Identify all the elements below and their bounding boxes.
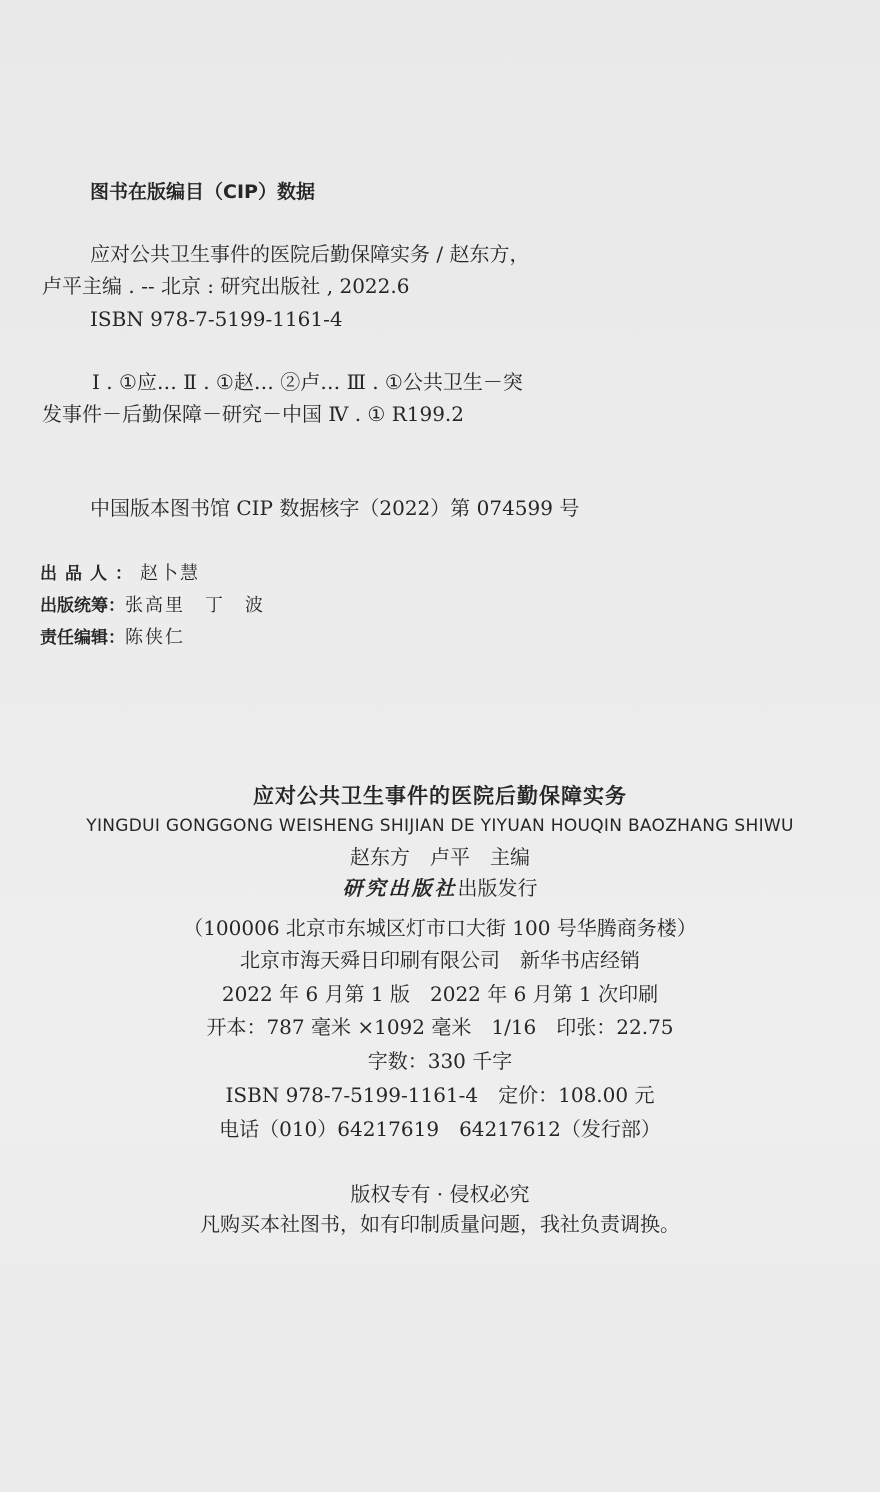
staff-producer — [40, 562, 200, 586]
phone-line: 电话（010）64217619 64217612（发行部） — [219, 1117, 661, 1141]
staff-producer-value: 赵卜慧 — [140, 563, 200, 584]
publisher-suffix: 出版发行 — [457, 876, 538, 900]
book-title-pinyin: YINGDUI GONGGONG WEISHENG SHIJIAN DE YIYUAN HOUQIN BAOZHANG SHIWU — [86, 816, 794, 836]
quality-notice: 凡购买本社图书，如有印制质量问题，我社负责调换。 — [200, 1212, 680, 1236]
edition-line: 2022 年 6 月第 1 版 2022 年 6 月第 1 次印刷 — [221, 982, 659, 1006]
editors-line: 赵东方 卢平 主编 — [350, 845, 530, 869]
staff-coordinator — [40, 594, 265, 618]
cip-isbn: ISBN 978-7-5199-1161-4 — [90, 307, 343, 331]
isbn-price-line: ISBN 978-7-5199-1161-4 定价：108.00 元 — [225, 1083, 655, 1107]
staff-coordinator-label: 出版统筹： — [40, 596, 125, 616]
cip-classification-line-2: 发事件－后勤保障－研究－中国 Ⅳ . ① R199.2 — [42, 402, 465, 426]
staff-editor-value: 陈侠仁 — [125, 627, 185, 648]
wordcount-line: 字数：330 千字 — [367, 1049, 513, 1073]
cip-classification-line-1: Ⅰ . ①应… Ⅱ . ①赵… ②卢… Ⅲ . ①公共卫生－突 — [92, 370, 523, 394]
publisher-name: 研究出版社 — [342, 876, 458, 900]
cip-heading: 图书在版编目（CIP）数据 — [90, 181, 315, 203]
publisher-address: （100006 北京市东城区灯市口大街 100 号华腾商务楼） — [183, 916, 697, 940]
staff-editor-label: 责任编辑： — [40, 628, 125, 648]
book-title: 应对公共卫生事件的医院后勤保障实务 — [253, 784, 627, 808]
cip-entry-line-1: 应对公共卫生事件的医院后勤保障实务 / 赵东方， — [90, 242, 530, 266]
publisher-line — [0, 876, 880, 900]
staff-editor — [40, 626, 185, 650]
rights-line: 版权专有 · 侵权必究 — [350, 1182, 530, 1206]
staff-producer-label: 出品人： — [40, 564, 140, 584]
cip-record-number: 中国版本图书馆 CIP 数据核字（2022）第 074599 号 — [90, 496, 580, 520]
cip-entry-line-2: 卢平主编 . -- 北京 : 研究出版社 , 2022.6 — [42, 274, 410, 298]
staff-coordinator-value: 张高里 丁 波 — [125, 595, 265, 616]
printer-line: 北京市海天舜日印刷有限公司 新华书店经销 — [240, 948, 640, 972]
format-line: 开本：787 毫米 ×1092 毫米 1/16 印张：22.75 — [206, 1015, 674, 1039]
